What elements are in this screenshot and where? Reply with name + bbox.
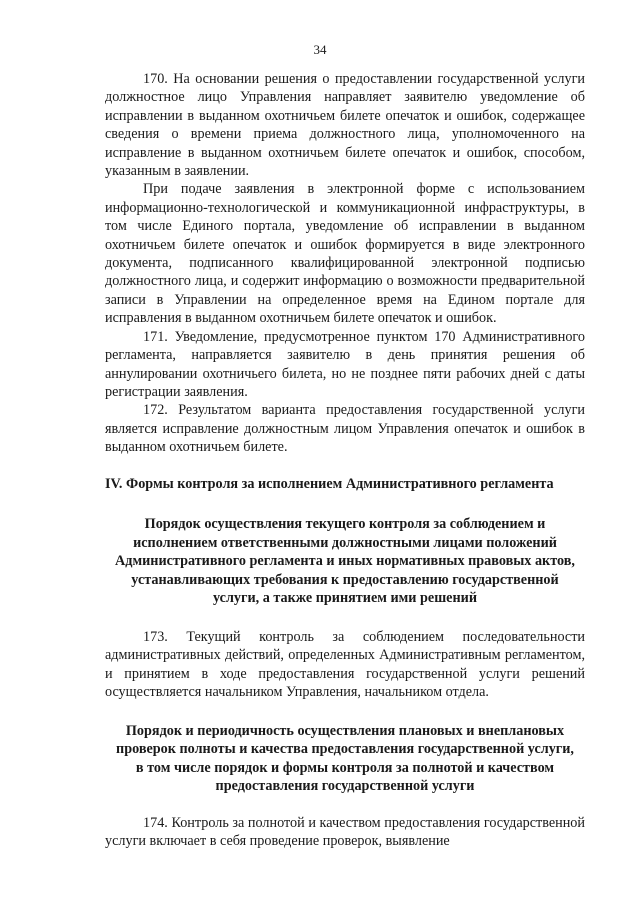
section-heading-current-control: Порядок осуществления текущего контроля за соблюдением и исполнением ответственными должностными лицами положений Административного регламента и иных нормативных правовых актов, устанавливающих требования к предоставлению государственной услуги, а также принятием ими решений <box>115 515 575 607</box>
paragraph-173: 173. Текущий контроль за соблюдением последовательности административных действий, определенных Административным регламентом, и принятием в ходе предоставления государственной услуги решений осуществляется начальником Управления, начальником отдела. <box>105 628 585 701</box>
page-content <box>105 70 585 851</box>
paragraph-172: 172. Результатом варианта предоставления государственной услуги является исправление должностным лицом Управления опечаток и ошибок в выданном охотничьем билете. <box>105 402 585 456</box>
paragraph-170: 170. На основании решения о предоставлении государственной услуги должностное лицо Управления направляет заявителю уведомление об исправлении в выданном охотничьем билете опечаток и ошибок, содержащее сведения о времени приема должностного лица, уполномоченного на исправление в выданном охотничьем билете опечаток и ошибок, способом, указанным в заявлении. <box>105 71 585 180</box>
chapter-heading-iv: IV. Формы контроля за исполнением Административного регламента <box>105 475 554 492</box>
paragraph-174: 174. Контроль за полнотой и качеством предоставления государственной услуги включает в себя проведение проверок, выявление <box>105 814 585 850</box>
section-heading-inspections: Порядок и периодичность осуществления плановых и внеплановых проверок полноты и качества предоставления государственной услуги, в том числе порядок и формы контроля за полнотой и качеством предоставления государственной услуги <box>116 722 574 795</box>
paragraph-170-electronic: При подаче заявления в электронной форме с использованием информационно-технологической и коммуникационной инфраструктуры, в том числе Единого портала, уведомление об исправлении в выданном охотничьем билете опечаток и ошибок формируется в виде электронного документа, подписанного квалифицированной электронной подписью должностного лица, и содержит информацию о возможности предварительной записи в Управлении на определенное время на Едином портале для исправления в выданном охотничьем билете опечаток и ошибок. <box>105 181 585 327</box>
paragraph-171: 171. Уведомление, предусмотренное пунктом 170 Административного регламента, направляется заявителю в день принятия решения об аннулировании охотничьего билета, но не позднее пяти рабочих дней с даты регистрации заявления. <box>105 328 585 400</box>
page-number: 34 <box>313 42 327 57</box>
